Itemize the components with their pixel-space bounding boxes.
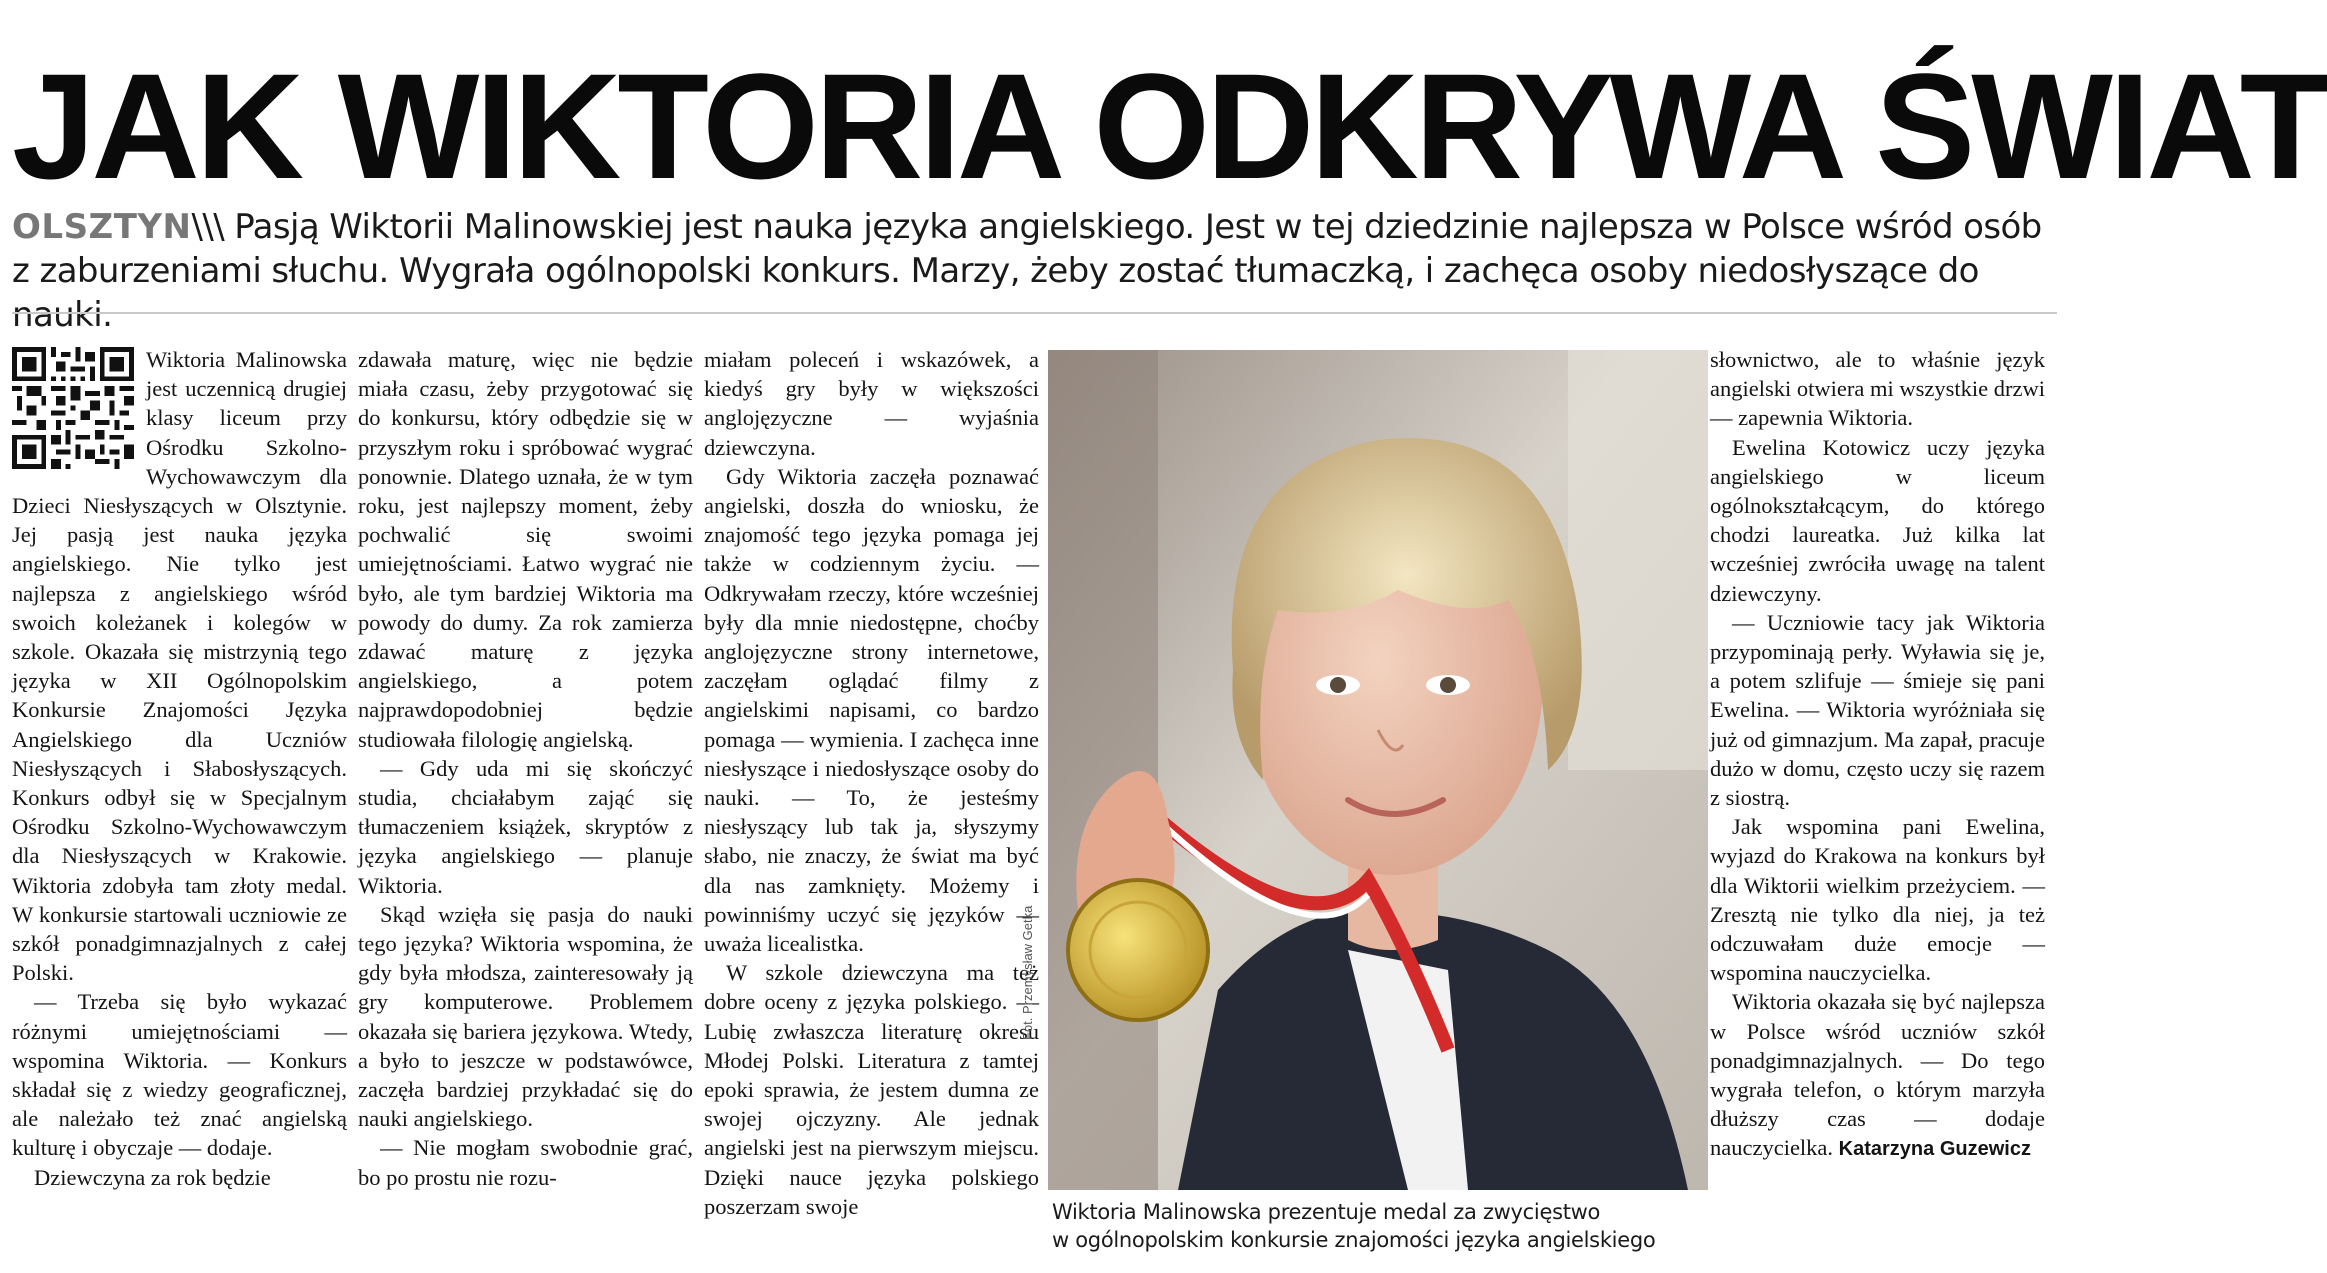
paragraph: Gdy Wiktoria zaczęła poznawać angielski, doszła do wniosku, że znajomość tego języka pomaga jej także w codziennym życiu. — Odkrywałam rzeczy, które wcześniej były dla mnie niedostępne, choćby anglojęzyczne strony internetowe, zaczęłam oglądać filmy z angielskimi napisami, co bardzo pomaga — wymienia. I zachęca inne niesłyszące i niedosłyszące osoby do nauki. — To, że jesteśmy niesłyszący lub tak ja, słyszymy słabo, nie znaczy, że świat ma być dla nas zamknięty. Możemy i powinniśmy uczyć się języków — uważa licealistka.	[704, 463, 1039, 957]
photo-caption	[1052, 1198, 1702, 1254]
paragraph: Ewelina Kotowicz uczy języka angielskiego w liceum ogólnokształcącym, do którego chodzi laureatka. Już kilka lat wcześniej zwróciła uwagę na talent dziewczyny.	[1710, 434, 2045, 606]
paragraph: — Trzeba się było wykazać różnymi umiejętnościami — wspomina Wiktoria. — Konkurs składał się z wiedzy geograficznej, ale należało też znać angielską kulturę i obyczaje — dodaje.	[12, 989, 347, 1161]
paragraph-text: Wiktoria okazała się być najlepsza w Polsce wśród uczniów szkół ponadgimnazjalnych. — Do tego wygrała telefon, o którym marzyła dłuższy czas — dodaje nauczycielka.	[1710, 989, 2045, 1161]
paragraph: Wiktoria Malinowska jest uczennicą drugiej klasy liceum przy Ośrodku Szkolno-Wychowawczym dla Dzieci Niesłyszących w Olsztynie. Jej pasją jest nauka języka angielskiego. Nie tylko jest najlepsza z angielskiego wśród swoich koleżanek i kolegów w szkole. Okazała się mistrzynią tego języka w XII Ogólnopolskim Konkursie Znajomości Języka Angielskiego dla Uczniów Niesłyszących i Słabosłyszących. Konkurs odbył się w Specjalnym Ośrodku Szkolno-Wychowawczym dla Niesłyszących w Krakowie. Wiktoria zdobyła tam złoty medal. W konkursie startowali uczniowie ze szkół ponadgimnazjalnych z całej Polski.	[12, 347, 347, 986]
article-column-3	[704, 345, 1039, 1270]
photo-credit: Fot. Przemysław Getka	[1020, 905, 1035, 1040]
paragraph: słownictwo, ale to właśnie język angielski otwiera mi wszystkie drzwi — zapewnia Wiktoria.	[1710, 347, 2045, 431]
headline: JAK WIKTORIA ODKRYWA ŚWIAT	[12, 42, 2327, 210]
author-byline: Katarzyna Guzewicz	[1838, 1138, 2031, 1161]
article-photo[interactable]	[1048, 350, 1708, 1190]
caption-line-1: Wiktoria Malinowska prezentuje medal za zwycięstwo	[1052, 1200, 1601, 1224]
lead-text: Pasją Wiktorii Malinowskiej jest nauka języka angielskiego. Jest w tej dziedzinie najlepsza w Polsce wśród osób z zaburzeniami słuchu. Wygrała ogólnopolski konkurs. Marzy, żeby zostać tłumaczką, i zachęca osoby niedosłyszące do nauki.	[12, 207, 2042, 335]
paragraph: — Nie mogłam swobodnie grać, bo po prostu nie rozu-	[358, 1135, 693, 1190]
paragraph: — Uczniowie tacy jak Wiktoria przypominają perły. Wyławia się je, a potem szlifuje — śmieje się pani Ewelina. — Wiktoria wyróżniała się już od gimnazjum. Ma zapał, pracuje dużo w domu, często uczy się razem z siostrą.	[1710, 609, 2045, 811]
paragraph: miałam poleceń i wskazówek, a kiedyś gry były w większości anglojęzyczne — wyjaśnia dziewczyna.	[704, 347, 1039, 460]
lead-paragraph	[12, 205, 2052, 337]
portrait-illustration	[1048, 350, 1708, 1190]
article-column-2	[358, 345, 693, 1270]
paragraph: W szkole dziewczyna ma też dobre oceny z języka polskiego. — Lubię zwłaszcza literaturę okresu Młodej Polski. Literatura z tamtej epoki sprawia, że jestem dumna ze swojej ojczyzny. Ale jednak angielski jest na pierwszym miejscu. Dzięki nauce języka polskiego poszerzam swoje	[704, 960, 1039, 1219]
dateline: OLSZTYN	[12, 207, 192, 247]
article-column-1	[12, 345, 347, 1270]
article-column-4	[1710, 345, 2045, 1270]
paragraph	[1710, 987, 2045, 1164]
paragraph: Dziewczyna za rok będzie	[34, 1164, 271, 1190]
paragraph: — Gdy uda mi się skończyć studia, chciałabym zająć się tłumaczeniem książek, skryptów z języka angielskiego — planuje Wiktoria.	[358, 755, 693, 898]
caption-line-2: w ogólnopolskim konkursie znajomości języka angielskiego	[1052, 1228, 1656, 1252]
paragraph: zdawała maturę, więc nie będzie miała czasu, żeby przygotować się do konkursu, który odbędzie się w przyszłym roku i spróbować wygrać ponownie. Dlatego uznała, że w tym roku, jest najlepszy moment, żeby pochwalić się swoimi umiejętnościami. Łatwo wygrać nie było, ale tym bardziej Wiktoria ma powody do dumy. Za rok zamierza zdawać maturę z języka angielskiego, a potem najprawdopodobniej będzie studiowała filologię angielską.	[358, 347, 693, 752]
qr-code-icon[interactable]	[12, 347, 134, 469]
paragraph: Jak wspomina pani Ewelina, wyjazd do Krakowa na konkurs był dla Wiktorii wielkim przeżyciem. — Zresztą nie tylko dla niej, ja też odczuwałam duże emocje — wspomina nauczycielka.	[1710, 814, 2045, 986]
dateline-separator: \\\	[191, 207, 225, 247]
lead-divider	[12, 312, 2057, 314]
paragraph: Skąd wzięła się pasja do nauki tego języka? Wiktoria wspomina, że gdy była młodsza, zainteresowały ją gry komputerowe. Problemem okazała się bariera językowa. Wtedy, a było to jeszcze w podstawówce, zaczęła bardziej przykładać się do nauki angielskiego.	[358, 901, 693, 1132]
